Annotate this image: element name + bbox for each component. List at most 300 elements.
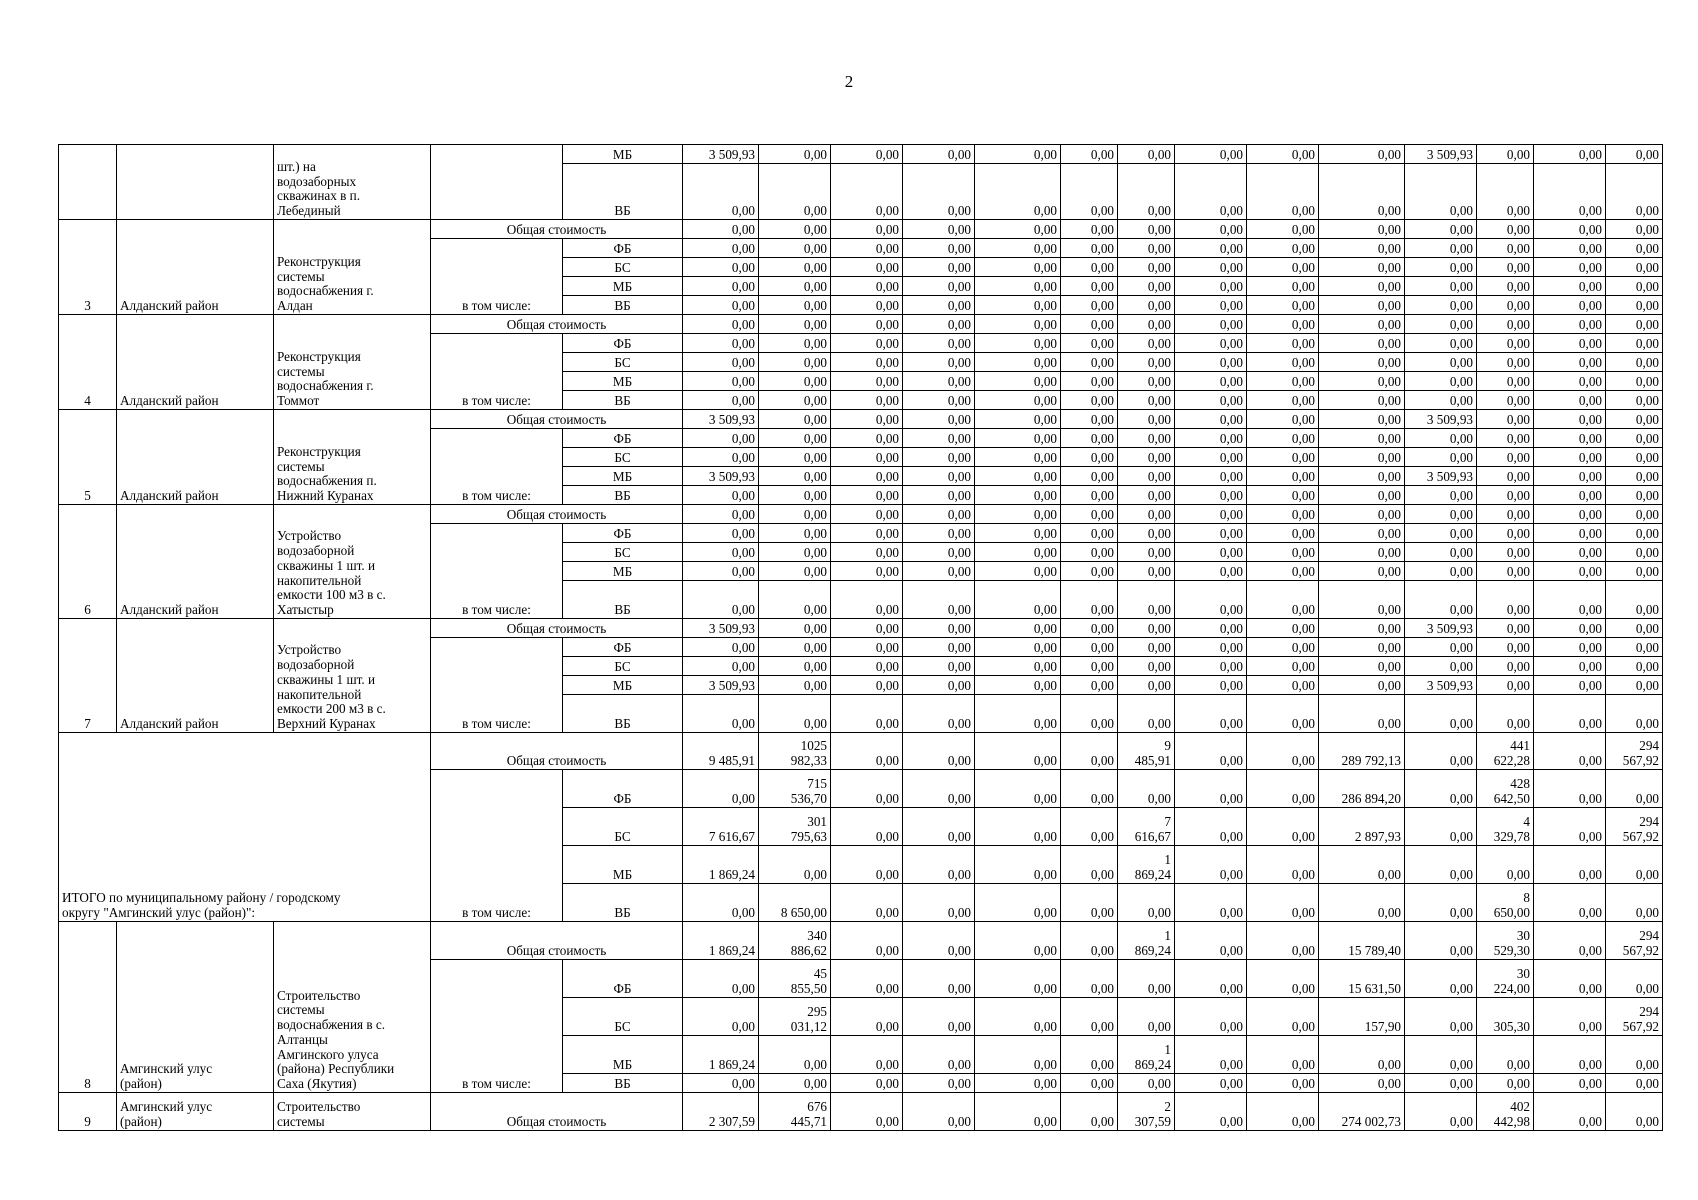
amount-cell: 0,00: [1405, 334, 1477, 353]
total-cost-label: Общая стоимость: [431, 220, 683, 239]
amount-cell: 0,00: [1175, 581, 1247, 619]
amount-cell: 0,00: [1405, 922, 1477, 960]
district-cell: Амгинский улус (район): [117, 922, 274, 1093]
amount-cell: 0,00: [1319, 657, 1405, 676]
amount-cell: 0,00: [975, 372, 1061, 391]
amount-cell: 3 509,93: [1405, 619, 1477, 638]
amount-cell: 0,00: [1175, 733, 1247, 770]
amount-cell: 0,00: [1405, 960, 1477, 998]
amount-cell: 0,00: [1175, 998, 1247, 1036]
amount-cell: 301 795,63: [759, 808, 831, 846]
amount-cell: 0,00: [1405, 239, 1477, 258]
amount-cell: 0,00: [1175, 808, 1247, 846]
amount-cell: 0,00: [1534, 808, 1606, 846]
amount-cell: 0,00: [903, 391, 975, 410]
amount-cell: 0,00: [1247, 998, 1319, 1036]
amount-cell: 0,00: [1534, 562, 1606, 581]
amount-cell: 0,00: [903, 808, 975, 846]
amount-cell: 0,00: [975, 846, 1061, 884]
amount-cell: 2 307,59: [683, 1093, 759, 1131]
amount-cell: 0,00: [1247, 543, 1319, 562]
amount-cell: 0,00: [903, 145, 975, 164]
amount-cell: 0,00: [1405, 524, 1477, 543]
object-cell: шт.) на водозаборных скважинах в п. Лебединый: [274, 145, 431, 220]
amount-cell: 0,00: [831, 296, 903, 315]
amount-cell: 0,00: [831, 334, 903, 353]
amount-cell: 294 567,92: [1606, 998, 1663, 1036]
amount-cell: 295 031,12: [759, 998, 831, 1036]
amount-cell: 0,00: [975, 258, 1061, 277]
amount-cell: 0,00: [1477, 353, 1534, 372]
amount-cell: 0,00: [1175, 619, 1247, 638]
amount-cell: 0,00: [1061, 960, 1118, 998]
amount-cell: 0,00: [1175, 922, 1247, 960]
amount-cell: 0,00: [1477, 676, 1534, 695]
amount-cell: 0,00: [683, 296, 759, 315]
funding-source: БС: [563, 543, 683, 562]
amount-cell: 0,00: [1606, 505, 1663, 524]
amount-cell: 0,00: [1405, 277, 1477, 296]
funding-source: БС: [563, 258, 683, 277]
amount-cell: 0,00: [1118, 695, 1175, 733]
amount-cell: 0,00: [1534, 448, 1606, 467]
amount-cell: 0,00: [759, 239, 831, 258]
amount-cell: 0,00: [1534, 315, 1606, 334]
row-number: 9: [59, 1093, 117, 1131]
amount-cell: 0,00: [1534, 164, 1606, 220]
amount-cell: 0,00: [975, 733, 1061, 770]
amount-cell: 0,00: [1477, 145, 1534, 164]
amount-cell: 0,00: [1118, 372, 1175, 391]
amount-cell: 0,00: [1247, 1074, 1319, 1093]
budget-table: [58, 144, 1663, 1131]
district-cell: Алданский район: [117, 410, 274, 505]
amount-cell: 0,00: [1606, 770, 1663, 808]
amount-cell: 1 869,24: [1118, 1036, 1175, 1074]
amount-cell: 3 509,93: [1405, 467, 1477, 486]
amount-cell: 0,00: [1175, 220, 1247, 239]
amount-cell: 0,00: [1061, 429, 1118, 448]
amount-cell: 0,00: [903, 220, 975, 239]
amount-cell: 0,00: [1175, 277, 1247, 296]
amount-cell: 0,00: [831, 808, 903, 846]
amount-cell: 0,00: [975, 657, 1061, 676]
amount-cell: 0,00: [1405, 770, 1477, 808]
amount-cell: 0,00: [975, 562, 1061, 581]
amount-cell: 0,00: [975, 353, 1061, 372]
amount-cell: 0,00: [1606, 239, 1663, 258]
amount-cell: 0,00: [903, 1036, 975, 1074]
amount-cell: 0,00: [1405, 543, 1477, 562]
amount-cell: 0,00: [831, 657, 903, 676]
amount-cell: 0,00: [1247, 239, 1319, 258]
amount-cell: 0,00: [975, 922, 1061, 960]
amount-cell: 1 869,24: [1118, 922, 1175, 960]
amount-cell: 0,00: [1405, 429, 1477, 448]
amount-cell: 0,00: [759, 429, 831, 448]
amount-cell: 0,00: [975, 505, 1061, 524]
amount-cell: 0,00: [1175, 676, 1247, 695]
amount-cell: 0,00: [1118, 334, 1175, 353]
amount-cell: 0,00: [1319, 353, 1405, 372]
amount-cell: 0,00: [1319, 296, 1405, 315]
funding-source: ФБ: [563, 524, 683, 543]
table-row: [59, 505, 1663, 524]
amount-cell: 0,00: [1061, 695, 1118, 733]
amount-cell: 340 886,62: [759, 922, 831, 960]
total-cost-label: Общая стоимость: [431, 505, 683, 524]
amount-cell: 0,00: [1061, 846, 1118, 884]
amount-cell: 0,00: [1534, 543, 1606, 562]
amount-cell: 0,00: [975, 960, 1061, 998]
amount-cell: 0,00: [759, 258, 831, 277]
amount-cell: 0,00: [1175, 543, 1247, 562]
amount-cell: 0,00: [1477, 486, 1534, 505]
amount-cell: 0,00: [1319, 619, 1405, 638]
total-cost-label: Общая стоимость: [431, 922, 683, 960]
amount-cell: 0,00: [1477, 277, 1534, 296]
amount-cell: 0,00: [1247, 695, 1319, 733]
amount-cell: 0,00: [1606, 164, 1663, 220]
amount-cell: 428 642,50: [1477, 770, 1534, 808]
amount-cell: 0,00: [1247, 922, 1319, 960]
amount-cell: 0,00: [1247, 315, 1319, 334]
amount-cell: 0,00: [683, 391, 759, 410]
amount-cell: 0,00: [903, 657, 975, 676]
amount-cell: 0,00: [1319, 505, 1405, 524]
funding-source: ФБ: [563, 239, 683, 258]
total-cost-label: Общая стоимость: [431, 733, 683, 770]
amount-cell: 0,00: [903, 296, 975, 315]
table-row: [59, 619, 1663, 638]
amount-cell: 0,00: [683, 353, 759, 372]
amount-cell: 0,00: [831, 770, 903, 808]
amount-cell: 0,00: [831, 1093, 903, 1131]
amount-cell: 0,00: [1118, 353, 1175, 372]
amount-cell: 0,00: [1606, 258, 1663, 277]
amount-cell: 0,00: [1534, 960, 1606, 998]
amount-cell: 294 567,92: [1606, 922, 1663, 960]
amount-cell: 0,00: [903, 505, 975, 524]
amount-cell: 0,00: [903, 638, 975, 657]
amount-cell: 0,00: [1405, 733, 1477, 770]
amount-cell: 0,00: [759, 353, 831, 372]
amount-cell: 0,00: [975, 619, 1061, 638]
amount-cell: 0,00: [1247, 638, 1319, 657]
amount-cell: 676 445,71: [759, 1093, 831, 1131]
amount-cell: 0,00: [683, 1074, 759, 1093]
amount-cell: 0,00: [1405, 998, 1477, 1036]
funding-source: ВБ: [563, 884, 683, 922]
amount-cell: 0,00: [1606, 410, 1663, 429]
amount-cell: 0,00: [1477, 391, 1534, 410]
amount-cell: 0,00: [831, 581, 903, 619]
amount-cell: 0,00: [1606, 448, 1663, 467]
funding-source: МБ: [563, 467, 683, 486]
amount-cell: 0,00: [1534, 657, 1606, 676]
amount-cell: 0,00: [1247, 676, 1319, 695]
amount-cell: 0,00: [1405, 486, 1477, 505]
amount-cell: 0,00: [1319, 543, 1405, 562]
amount-cell: 0,00: [975, 239, 1061, 258]
amount-cell: 0,00: [683, 543, 759, 562]
amount-cell: 0,00: [1175, 239, 1247, 258]
amount-cell: 0,00: [1175, 353, 1247, 372]
row-number: 4: [59, 315, 117, 410]
amount-cell: 0,00: [683, 429, 759, 448]
amount-cell: 0,00: [1534, 372, 1606, 391]
amount-cell: 0,00: [1606, 1074, 1663, 1093]
district-cell: Алданский район: [117, 315, 274, 410]
amount-cell: 0,00: [1405, 695, 1477, 733]
amount-cell: 0,00: [975, 467, 1061, 486]
amount-cell: 0,00: [1247, 505, 1319, 524]
amount-cell: 0,00: [1118, 960, 1175, 998]
amount-cell: 0,00: [1534, 145, 1606, 164]
amount-cell: 0,00: [1534, 846, 1606, 884]
amount-cell: 0,00: [759, 164, 831, 220]
amount-cell: 0,00: [831, 391, 903, 410]
amount-cell: 0,00: [1477, 581, 1534, 619]
amount-cell: 0,00: [975, 164, 1061, 220]
amount-cell: 0,00: [1606, 884, 1663, 922]
funding-source: ВБ: [563, 581, 683, 619]
amount-cell: 0,00: [1247, 524, 1319, 543]
amount-cell: 0,00: [903, 922, 975, 960]
including-placeholder: [431, 145, 563, 220]
district-cell: Амгинский улус (район): [117, 1093, 274, 1131]
amount-cell: 0,00: [1061, 410, 1118, 429]
amount-cell: 0,00: [1247, 808, 1319, 846]
amount-cell: 0,00: [1534, 220, 1606, 239]
amount-cell: 0,00: [1247, 353, 1319, 372]
amount-cell: 8 650,00: [1477, 884, 1534, 922]
amount-cell: 0,00: [1319, 884, 1405, 922]
amount-cell: 0,00: [1534, 581, 1606, 619]
amount-cell: 0,00: [1477, 619, 1534, 638]
amount-cell: 45 855,50: [759, 960, 831, 998]
amount-cell: 2 307,59: [1118, 1093, 1175, 1131]
amount-cell: 0,00: [1061, 486, 1118, 505]
amount-cell: 0,00: [683, 884, 759, 922]
amount-cell: 0,00: [1061, 258, 1118, 277]
amount-cell: 0,00: [1319, 410, 1405, 429]
amount-cell: 0,00: [1477, 334, 1534, 353]
amount-cell: 0,00: [683, 486, 759, 505]
amount-cell: 0,00: [1606, 220, 1663, 239]
amount-cell: 0,00: [1405, 808, 1477, 846]
amount-cell: 0,00: [1247, 1036, 1319, 1074]
amount-cell: 0,00: [903, 1074, 975, 1093]
amount-cell: 0,00: [903, 998, 975, 1036]
amount-cell: 0,00: [1118, 277, 1175, 296]
amount-cell: 0,00: [1477, 467, 1534, 486]
amount-cell: 0,00: [831, 315, 903, 334]
amount-cell: 0,00: [1534, 429, 1606, 448]
amount-cell: 0,00: [1118, 505, 1175, 524]
funding-source: МБ: [563, 562, 683, 581]
amount-cell: 15 789,40: [1319, 922, 1405, 960]
amount-cell: 0,00: [683, 448, 759, 467]
amount-cell: 0,00: [1477, 1036, 1534, 1074]
funding-source: ВБ: [563, 1074, 683, 1093]
amount-cell: 0,00: [1319, 448, 1405, 467]
amount-cell: 0,00: [1319, 581, 1405, 619]
amount-cell: 0,00: [831, 695, 903, 733]
including-label: в том числе:: [431, 524, 563, 619]
amount-cell: 0,00: [975, 676, 1061, 695]
amount-cell: 0,00: [1606, 334, 1663, 353]
object-cell: Устройство водозаборной скважины 1 шт. и накопительной емкости 200 м3 в с. Верхний Куранах: [274, 619, 431, 733]
including-label: в том числе:: [431, 770, 563, 922]
amount-cell: 0,00: [975, 808, 1061, 846]
amount-cell: 0,00: [1405, 638, 1477, 657]
amount-cell: 0,00: [1534, 770, 1606, 808]
amount-cell: 0,00: [1606, 638, 1663, 657]
object-cell: Устройство водозаборной скважины 1 шт. и накопительной емкости 100 м3 в с. Хатыстыр: [274, 505, 431, 619]
amount-cell: 0,00: [1118, 164, 1175, 220]
including-label: в том числе:: [431, 334, 563, 410]
amount-cell: 305,30: [1477, 998, 1534, 1036]
amount-cell: 30 224,00: [1477, 960, 1534, 998]
amount-cell: 0,00: [1477, 1074, 1534, 1093]
row-number: 5: [59, 410, 117, 505]
amount-cell: 0,00: [1405, 846, 1477, 884]
amount-cell: 0,00: [1319, 638, 1405, 657]
amount-cell: 0,00: [1247, 960, 1319, 998]
amount-cell: 0,00: [1405, 220, 1477, 239]
amount-cell: 0,00: [1118, 239, 1175, 258]
amount-cell: 9 485,91: [1118, 733, 1175, 770]
amount-cell: 0,00: [831, 277, 903, 296]
amount-cell: 0,00: [1061, 562, 1118, 581]
funding-source: ФБ: [563, 770, 683, 808]
amount-cell: 0,00: [831, 220, 903, 239]
amount-cell: 0,00: [1061, 998, 1118, 1036]
amount-cell: 0,00: [1061, 448, 1118, 467]
object-cell: Строительство системы водоснабжения в с. Алтанцы Амгинского улуса (района) Республики Саха (Якутия): [274, 922, 431, 1093]
amount-cell: 0,00: [975, 220, 1061, 239]
funding-source: ФБ: [563, 960, 683, 998]
amount-cell: 0,00: [831, 258, 903, 277]
amount-cell: 0,00: [759, 638, 831, 657]
amount-cell: 0,00: [1118, 145, 1175, 164]
amount-cell: 0,00: [1061, 770, 1118, 808]
amount-cell: 0,00: [1061, 467, 1118, 486]
amount-cell: 0,00: [1606, 562, 1663, 581]
amount-cell: 0,00: [831, 846, 903, 884]
amount-cell: 0,00: [1319, 467, 1405, 486]
amount-cell: 0,00: [1606, 467, 1663, 486]
amount-cell: 0,00: [1061, 391, 1118, 410]
amount-cell: 15 631,50: [1319, 960, 1405, 998]
amount-cell: 0,00: [903, 467, 975, 486]
amount-cell: 0,00: [759, 695, 831, 733]
amount-cell: 0,00: [1175, 391, 1247, 410]
amount-cell: 0,00: [1319, 145, 1405, 164]
amount-cell: 0,00: [1247, 220, 1319, 239]
amount-cell: 0,00: [1534, 486, 1606, 505]
amount-cell: 0,00: [831, 467, 903, 486]
amount-cell: 0,00: [1606, 543, 1663, 562]
amount-cell: 0,00: [1061, 239, 1118, 258]
amount-cell: 0,00: [831, 884, 903, 922]
amount-cell: 0,00: [1534, 638, 1606, 657]
amount-cell: 0,00: [1175, 846, 1247, 884]
amount-cell: 0,00: [1061, 543, 1118, 562]
amount-cell: 0,00: [1319, 391, 1405, 410]
amount-cell: 0,00: [1175, 657, 1247, 676]
amount-cell: 0,00: [1606, 315, 1663, 334]
amount-cell: 3 509,93: [683, 676, 759, 695]
funding-source: МБ: [563, 676, 683, 695]
amount-cell: 0,00: [1534, 239, 1606, 258]
amount-cell: 0,00: [975, 486, 1061, 505]
amount-cell: 0,00: [683, 770, 759, 808]
amount-cell: 2 897,93: [1319, 808, 1405, 846]
funding-source: ВБ: [563, 486, 683, 505]
amount-cell: 0,00: [903, 581, 975, 619]
amount-cell: 0,00: [1118, 638, 1175, 657]
amount-cell: 0,00: [1118, 1074, 1175, 1093]
amount-cell: 0,00: [1477, 296, 1534, 315]
amount-cell: 0,00: [1247, 334, 1319, 353]
including-label: в том числе:: [431, 960, 563, 1093]
funding-source: ВБ: [563, 164, 683, 220]
amount-cell: 3 509,93: [683, 619, 759, 638]
amount-cell: 0,00: [1477, 695, 1534, 733]
amount-cell: 0,00: [831, 676, 903, 695]
amount-cell: 0,00: [1606, 676, 1663, 695]
amount-cell: 0,00: [1534, 334, 1606, 353]
amount-cell: 0,00: [1061, 581, 1118, 619]
amount-cell: 8 650,00: [759, 884, 831, 922]
total-cost-label: Общая стоимость: [431, 1093, 683, 1131]
amount-cell: 0,00: [903, 1093, 975, 1131]
amount-cell: 0,00: [1118, 258, 1175, 277]
amount-cell: 0,00: [1175, 448, 1247, 467]
amount-cell: 0,00: [903, 258, 975, 277]
amount-cell: 0,00: [1477, 164, 1534, 220]
amount-cell: 0,00: [1319, 220, 1405, 239]
amount-cell: 0,00: [1477, 410, 1534, 429]
amount-cell: 0,00: [1477, 239, 1534, 258]
amount-cell: 402 442,98: [1477, 1093, 1534, 1131]
amount-cell: 0,00: [1118, 581, 1175, 619]
amount-cell: 0,00: [759, 410, 831, 429]
amount-cell: 0,00: [1606, 391, 1663, 410]
amount-cell: 0,00: [759, 296, 831, 315]
amount-cell: 0,00: [759, 391, 831, 410]
amount-cell: 0,00: [903, 884, 975, 922]
object-cell: Строительство системы: [274, 1093, 431, 1131]
amount-cell: 0,00: [1534, 922, 1606, 960]
amount-cell: 0,00: [1061, 145, 1118, 164]
amount-cell: 0,00: [1247, 846, 1319, 884]
amount-cell: 0,00: [759, 334, 831, 353]
amount-cell: 3 509,93: [1405, 145, 1477, 164]
total-cost-label: Общая стоимость: [431, 315, 683, 334]
amount-cell: 0,00: [1175, 505, 1247, 524]
amount-cell: 0,00: [1477, 524, 1534, 543]
amount-cell: 0,00: [831, 239, 903, 258]
amount-cell: 0,00: [903, 960, 975, 998]
amount-cell: 0,00: [1534, 524, 1606, 543]
amount-cell: 0,00: [1061, 1093, 1118, 1131]
amount-cell: 0,00: [975, 581, 1061, 619]
amount-cell: 0,00: [1175, 334, 1247, 353]
amount-cell: 0,00: [1477, 562, 1534, 581]
